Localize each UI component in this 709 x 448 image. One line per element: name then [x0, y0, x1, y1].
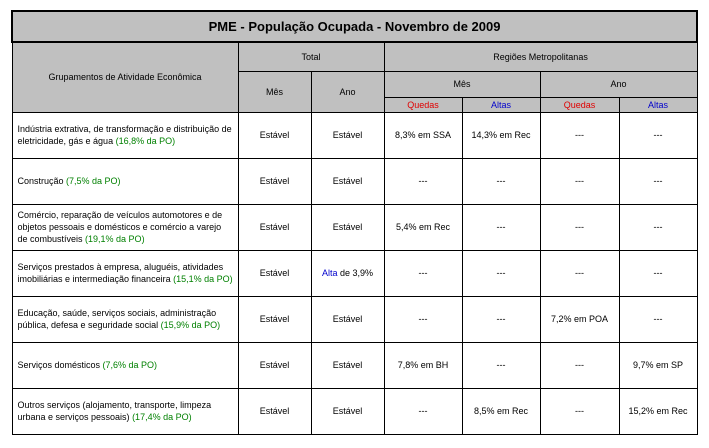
total-mes-cell: Estável	[238, 112, 311, 158]
total-ano-cell: Estável	[311, 388, 384, 434]
total-ano-cell: Estável	[311, 296, 384, 342]
total-mes-cell: Estável	[238, 158, 311, 204]
ano-quedas-cell: ---	[540, 388, 619, 434]
alta-value: de 3,9%	[337, 268, 374, 278]
mes-altas-cell: 14,3% em Rec	[462, 112, 540, 158]
ano-altas-cell: 15,2% em Rec	[619, 388, 697, 434]
header-regioes-ano: Ano	[540, 71, 697, 97]
ano-quedas-cell: ---	[540, 204, 619, 250]
activity-share: (15,9% da PO)	[160, 320, 221, 330]
ano-altas-cell: 9,7% em SP	[619, 342, 697, 388]
mes-quedas-cell: ---	[384, 388, 462, 434]
mes-quedas-cell: 5,4% em Rec	[384, 204, 462, 250]
activity-label: Educação, saúde, serviços sociais, administração pública, defesa e seguridade social	[17, 308, 217, 330]
ano-altas-cell: ---	[619, 204, 697, 250]
mes-quedas-cell: 8,3% em SSA	[384, 112, 462, 158]
mes-altas-cell: ---	[462, 296, 540, 342]
header-mes-altas: Altas	[462, 97, 540, 112]
table-row	[12, 204, 697, 250]
ano-altas-cell: ---	[619, 158, 697, 204]
header-total: Total	[238, 42, 384, 71]
table-row	[12, 158, 697, 204]
header-total-ano: Ano	[311, 71, 384, 112]
pme-table	[11, 10, 698, 435]
ano-quedas-cell: ---	[540, 112, 619, 158]
table-title: PME - População Ocupada - Novembro de 2009	[12, 11, 697, 42]
mes-quedas-cell: ---	[384, 296, 462, 342]
activity-share: (15,1% da PO)	[173, 274, 233, 284]
header-ano-altas: Altas	[619, 97, 697, 112]
activity-label: Construção	[17, 176, 67, 186]
mes-quedas-cell: ---	[384, 158, 462, 204]
activity-label: Serviços domésticos	[17, 360, 103, 370]
total-mes-cell: Estável	[238, 296, 311, 342]
header-group: Grupamentos de Atividade Econômica	[12, 42, 238, 112]
activity-cell	[12, 112, 238, 158]
table-row	[12, 388, 697, 434]
ano-quedas-cell: ---	[540, 158, 619, 204]
table-row	[12, 250, 697, 296]
activity-share: (16,8% da PO)	[115, 136, 176, 146]
activity-cell	[12, 342, 238, 388]
total-mes-cell: Estável	[238, 250, 311, 296]
ano-quedas-cell: ---	[540, 250, 619, 296]
activity-label: Indústria extrativa, de transformação e distribuição de eletricidade, gás e água	[17, 124, 232, 146]
table-row	[12, 342, 697, 388]
total-ano-cell: Estável	[311, 204, 384, 250]
activity-share: (7,6% da PO)	[102, 360, 158, 370]
ano-altas-cell: ---	[619, 250, 697, 296]
header-regioes-mes: Mês	[384, 71, 540, 97]
total-mes-cell: Estável	[238, 342, 311, 388]
header-total-mes: Mês	[238, 71, 311, 112]
mes-altas-cell: 8,5% em Rec	[462, 388, 540, 434]
total-mes-cell: Estável	[238, 388, 311, 434]
ano-altas-cell: ---	[619, 296, 697, 342]
mes-altas-cell: ---	[462, 158, 540, 204]
table-row	[12, 112, 697, 158]
activity-cell	[12, 250, 238, 296]
total-ano-cell: Estável	[311, 158, 384, 204]
mes-quedas-cell: ---	[384, 250, 462, 296]
ano-quedas-cell: ---	[540, 342, 619, 388]
total-ano-cell: Estável	[311, 342, 384, 388]
activity-cell	[12, 158, 238, 204]
mes-altas-cell: ---	[462, 342, 540, 388]
alta-label: Alta	[321, 268, 338, 278]
activity-label: Serviços prestados à empresa, aluguéis, atividades imobiliárias e intermediação financeira	[17, 262, 224, 284]
activity-cell	[12, 388, 238, 434]
ano-altas-cell: ---	[619, 112, 697, 158]
header-ano-quedas: Quedas	[540, 97, 619, 112]
mes-altas-cell: ---	[462, 204, 540, 250]
activity-cell	[12, 204, 238, 250]
activity-share: (17,4% da PO)	[132, 412, 192, 422]
total-mes-cell: Estável	[238, 204, 311, 250]
activity-share: (7,5% da PO)	[66, 176, 121, 186]
activity-label: Comércio, reparação de veículos automotores e de objetos pessoais e domésticos e comércio a varejo de combustíveis	[17, 210, 223, 244]
activity-label: Outros serviços (alojamento, transporte, limpeza urbana e serviços pessoais)	[17, 400, 212, 422]
ano-quedas-cell: 7,2% em POA	[540, 296, 619, 342]
activity-share: (19,1% da PO)	[85, 234, 145, 244]
total-ano-cell: Estável	[311, 112, 384, 158]
pme-table-container	[11, 10, 696, 435]
activity-cell	[12, 296, 238, 342]
header-regioes: Regiões Metropolitanas	[384, 42, 697, 71]
mes-altas-cell: ---	[462, 250, 540, 296]
header-mes-quedas: Quedas	[384, 97, 462, 112]
table-row	[12, 296, 697, 342]
total-ano-cell	[311, 250, 384, 296]
mes-quedas-cell: 7,8% em BH	[384, 342, 462, 388]
